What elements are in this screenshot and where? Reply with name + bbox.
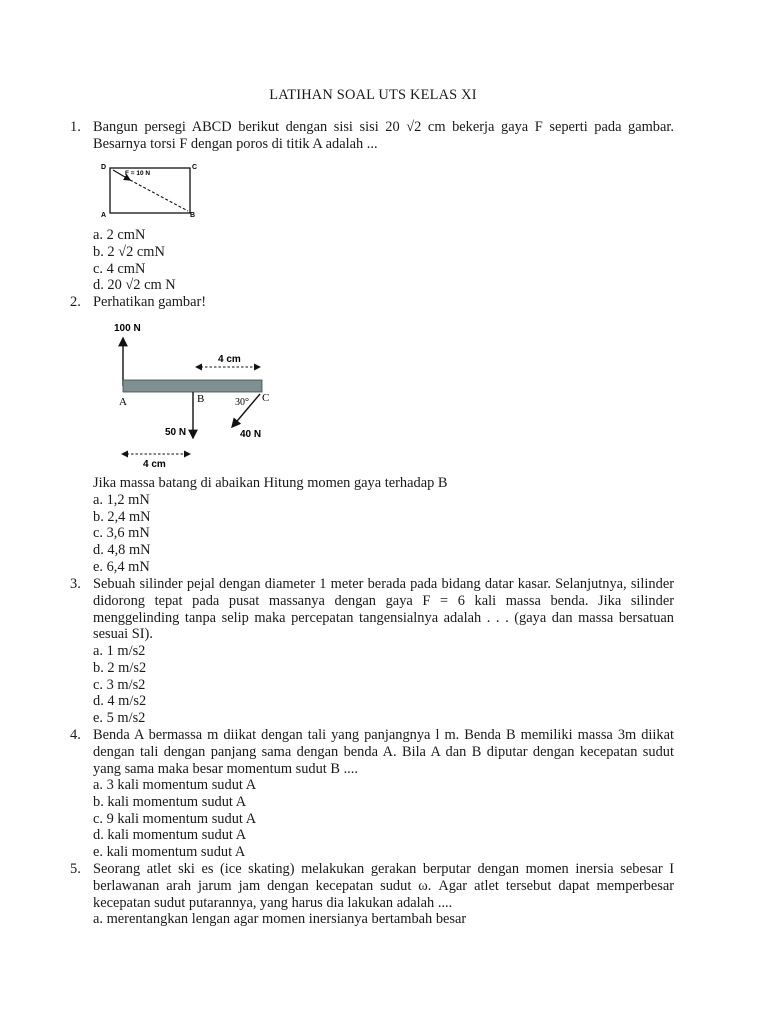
label-b: B — [197, 393, 205, 405]
label-4cm-bottom: 4 cm — [143, 459, 166, 470]
label-c: C — [192, 164, 198, 171]
option-d[interactable]: d. 4,8 mN — [93, 542, 151, 559]
option-d[interactable]: d. 4 m/s2 — [93, 693, 147, 710]
option-a[interactable]: a. 1 m/s2 — [93, 643, 146, 659]
label-d: D — [101, 164, 107, 171]
question-1 — [70, 119, 674, 153]
question-text: Bangun persegi ABCD berikut dengan sisi sisi 20 √2 cm bekerja gaya F seperti pada gambar. Besarnya torsi F dengan poros di titik A adalah ... — [93, 119, 674, 152]
question-5 — [70, 861, 674, 911]
label-40n: 40 N — [240, 429, 262, 440]
question-number: 4. — [70, 727, 81, 743]
option-a[interactable]: a. merentangkan lengan agar momen inersianya bertambah besar — [93, 911, 467, 927]
question-text: Benda A bermassa m diikat dengan tali yang panjangnya l m. Benda B memiliki massa 3m diikat dengan tali dengan panjang sama dengan benda A. Bila A dan B diputar dengan kecepatan sudut yang sama maka besar momentum sudut B .... — [93, 727, 674, 777]
label-a: A — [101, 212, 107, 219]
question-4 — [70, 727, 674, 777]
option-a[interactable]: a. 2 cmN — [93, 227, 146, 243]
option-e[interactable]: e. kali momentum sudut A — [93, 844, 246, 861]
label-a: A — [119, 396, 127, 408]
question-text: Perhatikan gambar! — [93, 294, 207, 310]
options-q4 — [93, 777, 256, 861]
question-number: 1. — [70, 119, 81, 135]
label-b: B — [190, 212, 196, 219]
question-number: 3. — [70, 576, 81, 592]
question-text: Sebuah silinder pejal dengan diameter 1 meter berada pada bidang datar kasar. Selanjutnya, silinder didorong tepat pada pusat massanya dengan gaya F = 6 kali massa benda. Jika silinder menggelinding tanpa selip maka percepatan tangensialnya adalah . . . (gaya dan massa bersatuan sesuai SI). — [93, 576, 674, 643]
beam — [123, 380, 262, 392]
page-title: LATIHAN SOAL UTS KELAS XI — [269, 87, 477, 103]
option-a[interactable]: a. 1,2 mN — [93, 491, 150, 508]
label-4cm-top: 4 cm — [218, 354, 241, 365]
option-b[interactable]: b. 2 m/s2 — [93, 659, 147, 676]
option-b[interactable]: b. 2,4 mN — [93, 508, 151, 525]
option-c[interactable]: c. 9 kali momentum sudut A — [93, 810, 257, 827]
option-b[interactable]: b. kali momentum sudut A — [93, 793, 247, 810]
question-3 — [70, 576, 674, 643]
force-line-of-action — [130, 180, 188, 211]
label-100n: 100 N — [114, 323, 141, 334]
option-c[interactable]: c. 4 cmN — [93, 260, 146, 277]
option-d[interactable]: d. kali momentum sudut A — [93, 827, 247, 844]
option-b[interactable]: b. 2 √2 cmN — [93, 243, 165, 260]
option-d[interactable]: d. 20 √2 cm N — [93, 277, 176, 294]
figure-square-abcd — [98, 160, 202, 220]
question-number: 2. — [70, 294, 81, 310]
question-number: 5. — [70, 861, 81, 877]
question-2-prompt: Jika massa batang di abaikan Hitung momen gaya terhadap B — [93, 475, 448, 491]
option-c[interactable]: c. 3 m/s2 — [93, 676, 146, 693]
figure-beam — [110, 318, 280, 474]
label-angle: 30° — [235, 397, 249, 408]
label-50n: 50 N — [165, 427, 187, 438]
label-c: C — [262, 392, 270, 404]
option-a[interactable]: a. 3 kali momentum sudut A — [93, 777, 257, 793]
options-q2 — [93, 475, 447, 576]
question-2 — [70, 294, 674, 311]
options-q3 — [93, 643, 146, 727]
option-e[interactable]: e. 5 m/s2 — [93, 710, 146, 727]
question-text: Seorang atlet ski es (ice skating) melakukan gerakan berputar dengan momen inersia sebesar I berlawanan arah jarum jam dengan kecepatan sudut ω. Agar atlet tersebut dapat memperbesar kecepatan sudut putarannya, yang harus dia lakukan adalah .... — [93, 861, 674, 911]
option-e[interactable]: e. 6,4 mN — [93, 558, 150, 575]
label-force: F = 10 N — [125, 170, 151, 177]
options-q1 — [93, 227, 176, 294]
options-q5 — [93, 911, 466, 928]
option-c[interactable]: c. 3,6 mN — [93, 525, 150, 542]
